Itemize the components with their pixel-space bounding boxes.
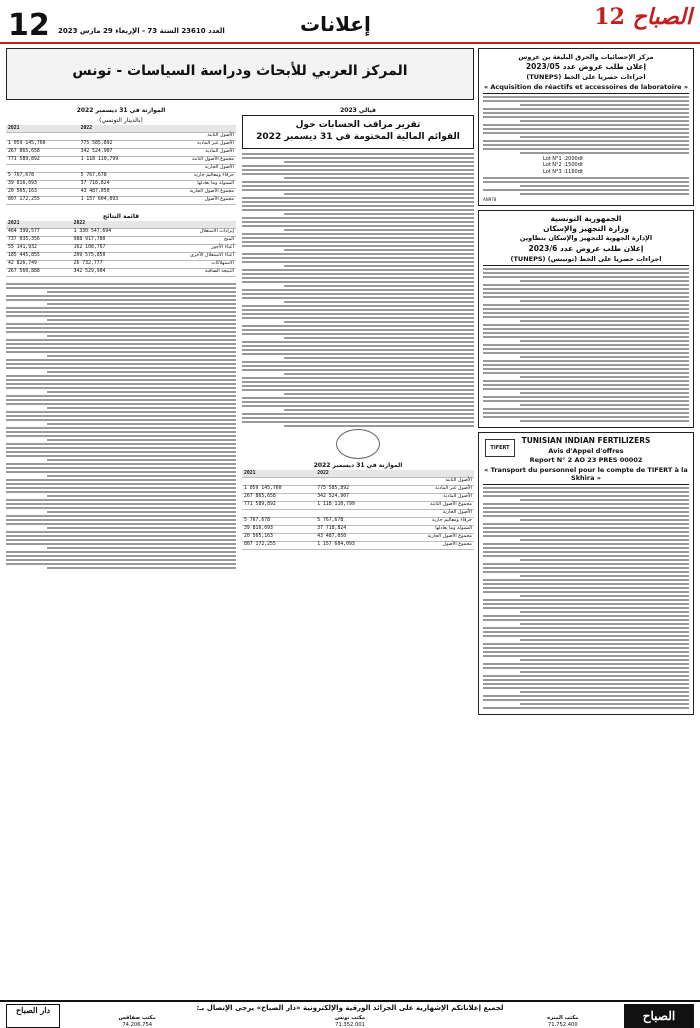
label-cell: مجموع الأصول [151,196,236,204]
ad1-object: « Acquisition de réactifs et accessoires de laboratoire » [483,82,689,91]
ad1-subtitle: اجراءات حصريا على الخط (TUNEPS) [526,73,646,82]
footer-logo: الصباح [624,1004,694,1028]
label-cell: الأصول المادية [151,148,236,156]
amount-cell: 267 560,888 [6,268,72,276]
tifert-logo: TIFERT [485,439,515,457]
amount-cell [315,509,388,517]
ad2-line5: اجراءات حصريا على الخط (تونيبس) (TUNEPS) [510,254,662,263]
amount-cell: 20 565,163 [6,188,79,196]
result-table [6,221,236,277]
balance-row [6,180,236,188]
balance-title: الموازنة في 31 ديسمبر 2022 [76,107,166,114]
page-footer [0,1000,700,1028]
report-title: تقرير مراقب الحسابات حول [295,120,421,130]
ad3-object: « Transport du personnel pour le compte de TIFERT à la Skhira » [484,465,688,482]
label-cell: الأصول الثابتة [388,477,474,485]
ad1-lots [483,156,689,175]
lot-1: Lot N°1 :2000dt [543,156,583,163]
amount-cell: 5 767,678 [6,172,79,180]
amount-cell: 37 718,824 [315,525,388,533]
balance-row [6,140,236,148]
balance-row [6,148,236,156]
main-ad-title: المركز العربي للأبحاث ودراسة السياسات - تونس [72,63,408,79]
year-label: قيالي 2023 [340,107,376,114]
balance-row [242,501,474,509]
amount-cell: 37 718,824 [79,180,152,188]
logo-text: الصباح [632,4,692,30]
ad1-code: AN978 [483,196,497,202]
label-cell: مجموع الأصول الثابتة [151,156,236,164]
balance-row [6,132,236,140]
balance-row [6,196,236,204]
section-title: إعلانات [300,12,371,36]
label-cell: الأصول غير المادية [151,140,236,148]
main-ad-body [6,104,474,571]
balance-row [6,172,236,180]
amount-cell: 43 487,050 [315,533,388,541]
amount-cell: 267 865,658 [242,493,315,501]
result-row [6,236,236,244]
label-cell: مجموع الأصول [388,541,474,549]
label-cell: الأصول غير المادية [388,485,474,493]
newspaper-logo [594,4,692,38]
ad1-org: مركز الإحصائيات والحرق البليغة بن عروس [518,53,654,61]
ad1-title: إعلان طلب عروض عدد 2023/05 [525,62,647,72]
report-box [242,115,474,149]
balance-row [242,517,474,525]
balance-row [6,188,236,196]
ad2-line3: الإدارة الجهوية للتجهيز والإسكان بتطاوين [519,234,653,243]
amount-cell: 464 399,577 [6,228,72,236]
lot-2: Lot N°2 :1500dt [543,162,583,169]
issue-line: العدد 23610 السنة 73 - الإربعاء 29 مارس 2023 [58,27,225,35]
ad-tender-tataouine [478,210,694,428]
amount-cell: 988 917,780 [72,236,148,244]
amount-cell: 1 330 547,694 [72,228,148,236]
result-title: قائمة النتائج [102,212,140,220]
office-menzah: مكتب المنزه 71.752.400 [547,1015,579,1028]
rcol-2021: 2021 [6,221,72,228]
amount-cell: 1 059 145,760 [6,140,79,148]
label-cell: حرفاء ومعاليم جارية [151,172,236,180]
amount-cell: 26 732,777 [72,260,148,268]
ad-tifert [478,432,694,716]
label-cell: المنح [148,236,236,244]
ad2-line1: الجمهورية التونسية [550,213,622,223]
balance-row [6,156,236,164]
ad3-subtitle: Avis d'Appel d'offres [548,446,624,455]
result-row [6,244,236,252]
balance-row [242,477,474,485]
label-cell: الاستهلاكات [148,260,236,268]
amount-cell: 775 585,892 [79,140,152,148]
amount-cell [79,164,152,172]
result-row [6,268,236,276]
label-cell: الأصول الثابتة [151,132,236,140]
balance-row [6,164,236,172]
col-2022: 2022 [79,125,152,132]
label-cell: مجموع الأصول الثابتة [388,501,474,509]
amount-cell: 39 816,093 [242,525,315,533]
amount-cell: 1 118 110,799 [315,501,388,509]
balance-row [242,493,474,501]
label-cell: الأصول الجارية [388,509,474,517]
amount-cell: 1 157 604,093 [315,541,388,549]
amount-cell: 737 035,356 [6,236,72,244]
footer-caption: لجميع إعلاناتكم الإشهارية على الجرائد الورقية والإلكترونية «دار الصباح» يرجى الإتصال بـ: [196,1004,504,1012]
rcol-2022: 2022 [72,221,148,228]
office-tunis: مكتب تونس 71.352.001 [334,1015,366,1028]
amount-cell: 185 445,855 [6,252,72,260]
financial-tables [6,104,236,571]
amount-cell: 267 865,658 [6,148,79,156]
amount-cell: 5 767,678 [79,172,152,180]
amount-cell [6,164,79,172]
amount-cell: 39 816,093 [6,180,79,188]
auditor-report [242,104,474,571]
ad3-company: TUNISIAN INDIAN FERTILIZERS [521,435,651,445]
ad2-line2: وزارة التجهيز والإسكان [543,223,629,233]
report-subtitle: القوائم المالية المختومة في 31 ديسمبر 2022 [256,132,460,142]
amount-cell: 1 059 145,760 [242,485,315,493]
result-row [6,252,236,260]
col-2021: 2021 [6,125,79,132]
footer-logo-dar: دار الصباح [6,1004,60,1028]
logo-page-number: 12 [594,4,625,30]
ad3-ref: Report N° 2 AO 23 PRES 00002 [529,456,643,465]
amount-cell: 342 524,907 [79,148,152,156]
balance-row [242,533,474,541]
label-cell: الأصول الجارية [151,164,236,172]
balance-row [242,485,474,493]
office-sfax: مكتب صفاقس 74.206.754 [118,1015,156,1028]
page-number: 12 [8,8,50,43]
right-column [478,48,694,998]
result-row [6,228,236,236]
balance-table [6,125,236,205]
amount-cell [79,132,152,140]
amount-cell [242,477,315,485]
lot-3: Lot N°3 :1160dt [543,168,583,175]
label-cell: مجموع الأصول الجارية [388,533,474,541]
amount-cell: 42 826,749 [6,260,72,268]
label-cell: أعباء الاستغلال الأخرى [148,252,236,260]
amount-cell: 342 529,904 [72,268,148,276]
amount-cell: 1 118 110,799 [79,156,152,164]
left-column [6,48,474,998]
main-ad-banner [6,48,474,100]
label-cell: إيرادات الاستغلال [148,228,236,236]
footer-offices [70,1015,630,1028]
label-cell: النتيجة الصافية [148,268,236,276]
balance-row [242,541,474,549]
amount-cell [6,132,79,140]
amount-cell: 807 172,255 [242,541,315,549]
ad-tender-benarous [478,48,694,206]
label-cell: مجموع الأصول الجارية [151,188,236,196]
label-cell: حرفاء ومعاليم جارية [388,517,474,525]
label-cell: السيولة وما يعادلها [388,525,474,533]
amount-cell [242,509,315,517]
amount-cell: 807 172,255 [6,196,79,204]
ad2-line4: إعلان طلب عروض عدد 2023/6 [528,243,644,253]
amount-cell: 209 575,850 [72,252,148,260]
amount-cell: 20 565,163 [242,533,315,541]
amount-cell: 1 157 604,093 [79,196,152,204]
balance-table-2: 2021 2022 الأصول الثابتة 1 059 145,760 775 585,892 الأصول غير المادية 267 865,658 342 524,907 الأصول المادية 771 589,892 1 118 110,799 مجموع الأصول الثابتة الأصول الجارية 5 767,678 5 767,678 حرفاء ومعاليم جارية 39 816,093 37 718,824 السيولة وما يعادلها 20 565,163 43 487,050 مجموع الأصول الجارية 807 172,255 1 157 604,093 مجموع الأصول [244,470,472,548]
balance-row [242,509,474,517]
amount-cell: 771 589,892 [242,501,315,509]
amount-cell: 771 589,892 [6,156,79,164]
balance-title-2: الموازنة في 31 ديسمبر 2022 [313,462,403,469]
amount-cell [315,477,388,485]
page-header [0,0,700,44]
amount-cell: 5 767,678 [315,517,388,525]
amount-cell: 55 141,932 [6,244,72,252]
amount-cell: 162 108,767 [72,244,148,252]
label-cell: أعباء الأجور [148,244,236,252]
amount-cell: 342 524,907 [315,493,388,501]
balance-row [242,525,474,533]
amount-cell: 5 767,678 [242,517,315,525]
amount-cell: 43 487,050 [79,188,152,196]
label-cell: الأصول المادية [388,493,474,501]
signature-stamp [336,429,380,459]
amount-cell: 775 585,892 [315,485,388,493]
result-row [6,260,236,268]
label-cell: السيولة وما يعادلها [151,180,236,188]
currency-label: (بالدينار التونسي) [99,117,143,124]
